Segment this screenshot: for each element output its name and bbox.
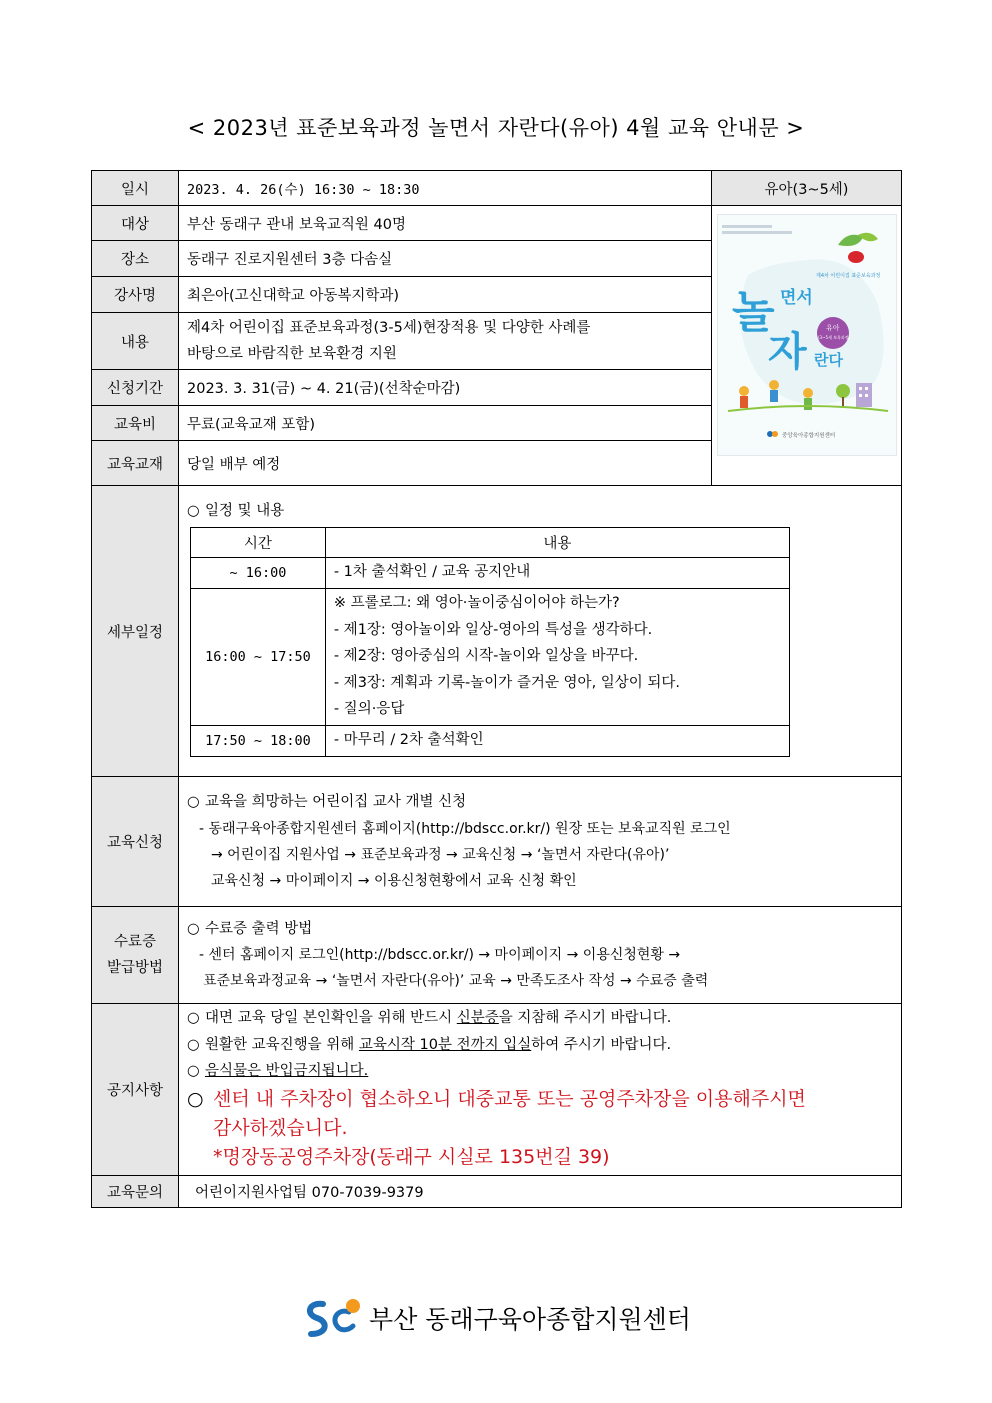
notice-parking: ○ 센터 내 주차장이 협소하오니 대중교통 또는 공영주차장을 이용해주시면 xyxy=(187,1085,893,1114)
circle-bullet-icon: ○ xyxy=(187,920,200,937)
schedule-col-time: 시간 xyxy=(191,527,326,557)
certificate-line-2: 표준보육과정교육 → ‘놀면서 자란다(유아)’ 교육 → 만족도조사 작성 → 수료증 출력 xyxy=(203,973,709,990)
place-label: 장소 xyxy=(92,241,179,277)
schedule-row-content: - 마무리 / 2차 출석확인 xyxy=(325,725,789,756)
schedule-row-content: ※ 프롤로그: 왜 영아·놀이중심이어야 하는가? - 제1장: 영아놀이와 일상-영아의 특성을 생각하다. - 제2장: 영아중심의 시작-놀이와 일상을 바꾸다. - 제3장: 계획과 기록-놀이가 즐거운 영아, 일상이 되다. - 질의·응답 xyxy=(325,588,789,725)
apply-period-value: 2023. 3. 31(금) ~ 4. 21(금)(선착순마감) xyxy=(179,370,712,406)
book-cover-illustration xyxy=(718,215,896,455)
notice-item: ○ 음식물은 반입금지됩니다. xyxy=(187,1058,893,1085)
circle-bullet-icon: ○ xyxy=(187,1063,200,1079)
apply-line-2: → 어린이집 지원사업 → 표준보육과정 → 교육신청 → ‘놀면서 자란다(유아)’ xyxy=(211,846,670,863)
lecturer-label: 강사명 xyxy=(92,277,179,313)
apply-heading: ○ 교육을 희망하는 어린이집 교사 개별 신청 xyxy=(187,789,893,816)
schedule-row-time: 17:50 ~ 18:00 xyxy=(191,725,326,756)
notice-item: ○ 대면 교육 당일 본인확인을 위해 반드시 신분증을 지참해 주시기 바랍니다. xyxy=(187,1005,893,1032)
fee-label: 교육비 xyxy=(92,406,179,441)
certificate-line-1: - 센터 홈페이지 로그인(http://bdscc.or.kr/) → 마이페이지 → 이용신청현황 → xyxy=(199,947,681,964)
material-value: 당일 배부 예정 xyxy=(179,441,712,486)
cover-badge-top: 유아 xyxy=(825,324,840,332)
circle-bullet-icon: ○ xyxy=(187,503,200,519)
date-label: 일시 xyxy=(92,171,179,206)
circle-bullet-icon: ○ xyxy=(187,1087,204,1110)
apply-label: 교육신청 xyxy=(92,777,179,907)
cover-publisher: 중앙육아종합지원센터 xyxy=(781,433,835,439)
schedule-table xyxy=(190,527,790,757)
center-logo-icon xyxy=(301,1296,363,1346)
schedule-label: 세부일정 xyxy=(92,486,179,777)
certificate-heading: ○ 수료증 출력 방법 xyxy=(187,916,893,943)
notice-cell xyxy=(179,1004,902,1176)
notice-label: 공지사항 xyxy=(92,1004,179,1176)
book-cover-cell xyxy=(712,206,902,486)
schedule-heading: ○ 일정 및 내용 xyxy=(187,498,893,525)
inquiry-value: 어린이지원사업팀 070-7039-9379 xyxy=(179,1176,902,1208)
cover-mid-2: 란다 xyxy=(813,351,843,369)
footer xyxy=(0,1296,992,1346)
lecturer-value: 최은아(고신대학교 아동복지학과) xyxy=(179,277,712,313)
schedule-row-time: ~ 16:00 xyxy=(191,557,326,588)
content-line-2: 바탕으로 바람직한 보육환경 지원 xyxy=(187,346,397,362)
circle-bullet-icon: ○ xyxy=(187,794,200,811)
fee-value: 무료(교육교재 포함) xyxy=(179,406,712,441)
material-label: 교육교재 xyxy=(92,441,179,486)
apply-line-1: - 동래구육아종합지원센터 홈페이지(http://bdscc.or.kr/) 원장 또는 보육교직원 로그인 xyxy=(199,820,731,837)
schedule-col-content: 내용 xyxy=(325,527,789,557)
notice-parking-line-2: 감사하겠습니다. xyxy=(213,1116,348,1139)
cover-mid-1: 면서 xyxy=(779,288,813,308)
target-value: 부산 동래구 관내 보육교직원 40명 xyxy=(179,206,712,241)
schedule-cell xyxy=(179,486,902,777)
page-title: < 2023년 표준보육과정 놀면서 자란다(유아) 4월 교육 안내문 > xyxy=(187,116,805,140)
apply-period-label: 신청기간 xyxy=(92,370,179,406)
apply-cell xyxy=(179,777,902,907)
notice-item: ○ 원활한 교육진행을 위해 교육시작 10분 전까지 입실하여 주시기 바랍니다. xyxy=(187,1032,893,1059)
date-value: 2023. 4. 26(수) 16:30 ~ 18:30 xyxy=(179,171,712,206)
certificate-label: 수료증 발급방법 xyxy=(92,907,179,1004)
book-cover-image xyxy=(717,214,897,456)
circle-bullet-icon: ○ xyxy=(187,1010,200,1026)
apply-line-3: 교육신청 → 마이페이지 → 이용신청현황에서 교육 신청 확인 xyxy=(211,872,577,889)
notice-parking-line-3: *명장동공영주차장(동래구 시실로 135번길 39) xyxy=(213,1145,610,1168)
cover-small-text: 제4차 어린이집 표준보육과정 xyxy=(815,273,880,279)
cover-big-2: 자 xyxy=(767,329,807,375)
schedule-row-content: - 1차 출석확인 / 교육 공지안내 xyxy=(325,557,789,588)
content-value xyxy=(179,313,712,370)
content-line-1: 제4차 어린이집 표준보육과정(3-5세)현장적용 및 다양한 사례를 xyxy=(187,319,591,336)
target-label: 대상 xyxy=(92,206,179,241)
circle-bullet-icon: ○ xyxy=(187,1036,200,1053)
age-label: 유아(3~5세) xyxy=(712,171,902,206)
certificate-cell xyxy=(179,907,902,1004)
info-table xyxy=(91,170,902,1208)
content-label: 내용 xyxy=(92,313,179,370)
footer-org-name: 부산 동래구육아종합지원센터 xyxy=(369,1305,691,1334)
schedule-row-time: 16:00 ~ 17:50 xyxy=(191,588,326,725)
cover-badge-bottom: (3~5세 보육과정) xyxy=(817,335,850,340)
place-value: 동래구 진로지원센터 3층 다솜실 xyxy=(179,241,712,277)
cover-big-1: 놀 xyxy=(731,287,775,338)
inquiry-label: 교육문의 xyxy=(92,1176,179,1208)
